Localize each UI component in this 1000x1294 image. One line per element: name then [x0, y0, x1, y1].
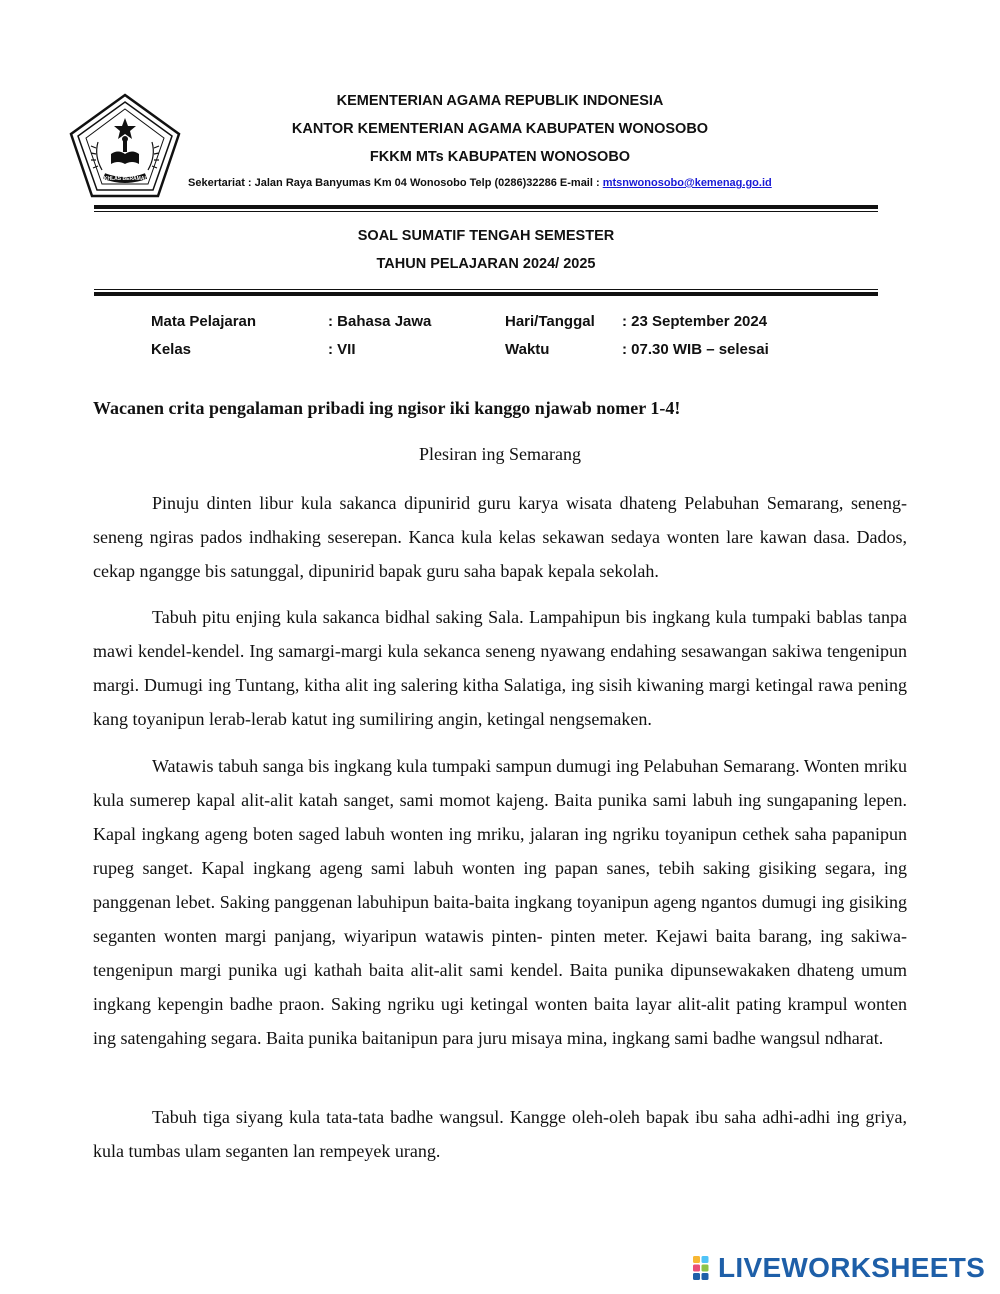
liveworksheets-logo-icon [692, 1255, 718, 1281]
story-paragraph: Tabuh pitu enjing kula sakanca bidhal saking Sala. Lampahipun bis ingkang kula tumpaki bablas tanpa mawi kendel-kendel. Ing samargi-margi kula sekanca seneng nyawang endahing sesawangan sakiwa tengenipun margi. Dumugi ing Tuntang, kitha alit ing salering kitha Salatiga, ing sisih kiwaning margi ketingal rawa pening kang toyanipun lerab-lerab katut ing sumiliring angin, ketingal nengsemaken. [93, 607, 907, 729]
title-rule-thick [94, 292, 878, 296]
svg-text:IKHLAS BERAMAL: IKHLAS BERAMAL [102, 176, 148, 182]
liveworksheets-wordmark: LIVEWORKSHEETS [718, 1252, 986, 1283]
exam-title: SOAL SUMATIF TENGAH SEMESTER [357, 228, 615, 244]
instruction: Wacanen crita pengalaman pribadi ing ngisor iki kanggo njawab nomer 1-4! [93, 398, 681, 418]
title-rule-thin [94, 289, 878, 290]
address-text: Sekertariat : Jalan Raya Banyumas Km 04 Wonosobo Telp (0286)32286 E-mail : [188, 177, 603, 189]
liveworksheets-watermark [692, 1252, 985, 1284]
story-paragraph: Tabuh tiga siyang kula tata-tata badhe wangsul. Kangge oleh-oleh bapak ibu saha adhi-adhi ing griya, kula tumbas ulam seganten lan rempeyek urang. [93, 1107, 907, 1161]
forum-name: FKKM MTs KABUPATEN WONOSOBO [369, 149, 631, 165]
class-label: Kelas [151, 341, 192, 358]
story-paragraph: Pinuju dinten libur kula sakanca dipunirid guru karya wisata dhateng Pelabuhan Semarang, seneng-seneng ngiras pados indhaking seserepan. Kanca kula kelas sekawan sedaya wonten lare kawan dasa. Dados, cekap ngangge bis satunggal, dipunirid bapak guru saha bapak kepala sekolah. [93, 493, 907, 581]
exam-year: TAHUN PELAJARAN 2024/ 2025 [376, 256, 596, 272]
class-value: : VII [328, 341, 356, 358]
subject-value: : Bahasa Jawa [328, 313, 432, 330]
time-value: : 07.30 WIB – selesai [622, 341, 769, 358]
subject-label: Mata Pelajaran [151, 313, 257, 330]
story-title: Plesiran ing Semarang [419, 444, 581, 464]
time-label: Waktu [505, 341, 550, 358]
story-paragraph: Watawis tabuh sanga bis ingkang kula tumpaki sampun dumugi ing Pelabuhan Semarang. Wonten mriku kula sumerep kapal alit-alit katah sanget, sami momot kajeng. Baita punika sami labuh ing sungapaning lepen. Kapal ingkang ageng boten saged labuh wonten ing mriku, jalaran ing ngriku toyanipun cethek saha papanipun rupeg sanget. Kapal ingkang ageng sami labuh wonten ing papan sanes, tebih saking gisiking segara, ing panggenan lebet. Saking panggenan labuhipun baita-baita ingkang toyanipun ageng ngantos dumugi ing gisiking seganten wonten margi panjang, wiyaripun watawis pinten- pinten meter. Kejawi baita barang, ing sakiwa-tengenipun margi punika ugi kathah baita alit-alit sami kendel. Baita punika dipunsewakaken dhateng umum ingkang kepengin badhe praon. Saking ngriku ugi ketingal wonten baita layar alit-alit pating krampul wonten ing satengahing segara. Baita punika baitanipun para juru misaya mina, ingkang sami badhe wangsul ndharat. [93, 756, 907, 1048]
header-rule-thin [94, 211, 878, 212]
date-label: Hari/Tanggal [505, 313, 595, 330]
email-link[interactable]: mtsnwonosobo@kemenag.go.id [602, 177, 772, 189]
date-value: : 23 September 2024 [622, 313, 768, 330]
ministry-name: KEMENTERIAN AGAMA REPUBLIK INDONESIA [336, 93, 664, 109]
office-name: KANTOR KEMENTERIAN AGAMA KABUPATEN WONOSOBO [291, 121, 709, 137]
address-line [188, 177, 772, 189]
header-rule-thick [94, 205, 878, 209]
